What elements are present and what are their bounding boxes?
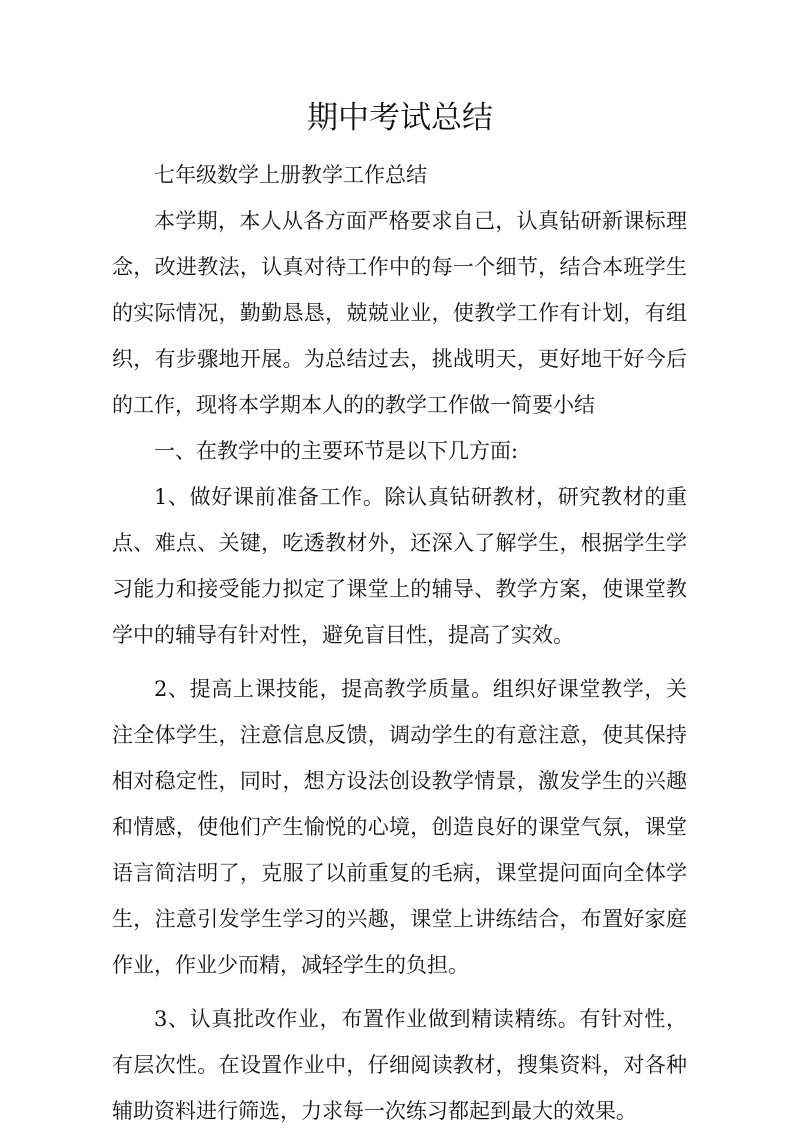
document-title: 期中考试总结	[307, 100, 493, 136]
section-heading-main-steps: 一、在教学中的主要环节是以下几方面:	[154, 439, 519, 463]
document-body	[112, 152, 687, 1134]
paragraph-item-2: 2、提高上课技能，提高教学质量。组织好课堂教学，关注全体学生，注意信息反馈，调动学生的有意注意，使其保持相对稳定性，同时，想方设法创设教学情景，激发学生的兴趣和情感，使他们产生愉悦的心境，创造良好的课堂气氛，课堂语言简洁明了，克服了以前重复的毛病，课堂提问面向全体学生，注意引发学生学习的兴趣，课堂上讲练结合，布置好家庭作业，作业少而精，减轻学生的负担。	[112, 677, 687, 977]
paragraph-intro: 本学期，本人从各方面严格要求自己，认真钻研新课标理念，改进教法，认真对待工作中的每一个细节，结合本班学生的实际情况，勤勤恳恳，兢兢业业，使教学工作有计划，有组织，有步骤地开展。为总结过去，挑战明天，更好地干好今后的工作，现将本学期本人的的教学工作做一简要小结	[112, 209, 687, 417]
paragraph-item-1: 1、做好课前准备工作。除认真钻研教材，研究教材的重点、难点、关键，吃透教材外，还深入了解学生，根据学生学习能力和接受能力拟定了课堂上的辅导、教学方案，使课堂教学中的辅导有针对性，避免盲目性，提高了实效。	[112, 485, 687, 647]
document-subtitle: 七年级数学上册教学工作总结	[154, 163, 427, 187]
paragraph-item-3: 3、认真批改作业，布置作业做到精读精练。有针对性，有层次性。在设置作业中，仔细阅读教材，搜集资料，对各种辅助资料进行筛选，力求每一次练习都起到最大的效果。	[112, 1007, 687, 1123]
